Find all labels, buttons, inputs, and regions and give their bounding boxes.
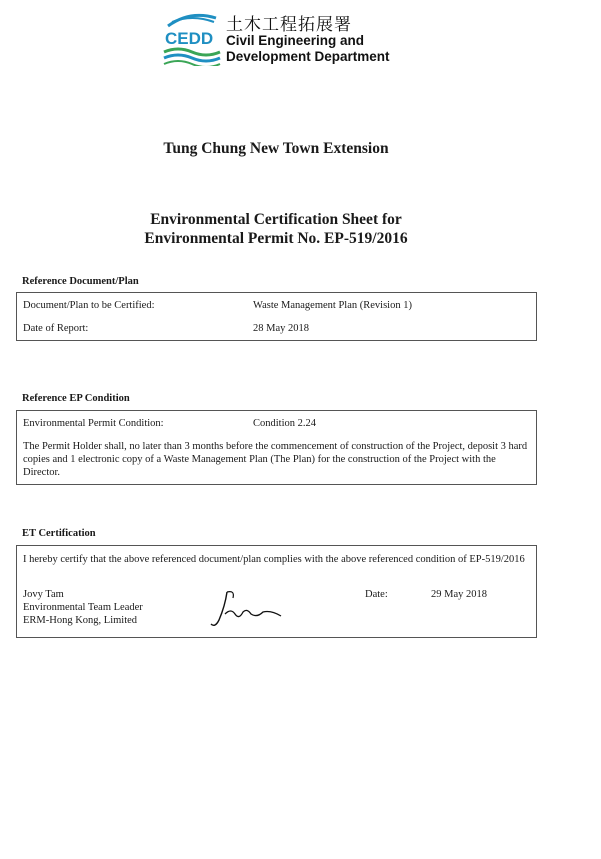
certifier-name: Jovy Tam xyxy=(23,589,64,600)
certifier-company: ERM-Hong Kong, Limited xyxy=(23,615,138,626)
date-of-report-value: 28 May 2018 xyxy=(253,323,309,334)
reference-document-heading: Reference Document/Plan xyxy=(22,276,139,287)
reference-document-box xyxy=(16,292,537,341)
document-value: Waste Management Plan (Revision 1) xyxy=(253,300,412,311)
ep-condition-value: Condition 2.24 xyxy=(253,418,317,429)
document-label: Document/Plan to be Certified: xyxy=(23,300,155,311)
et-certification-box xyxy=(16,545,537,638)
et-certification-heading: ET Certification xyxy=(22,528,96,539)
date-of-report-label: Date of Report: xyxy=(23,323,89,334)
sheet-title xyxy=(0,210,552,248)
project-title: Tung Chung New Town Extension xyxy=(163,140,389,157)
certification-statement: I hereby certify that the above referenced document/plan complies with the above referenced condition of EP-519/2016 xyxy=(23,554,525,565)
handwritten-signature-icon xyxy=(205,586,285,632)
certification-date-value: 29 May 2018 xyxy=(431,589,487,600)
reference-ep-heading: Reference EP Condition xyxy=(22,393,130,404)
logo-acronym: CEDD xyxy=(165,29,214,48)
ep-condition-label: Environmental Permit Condition: xyxy=(23,418,164,429)
certifier-title: Environmental Team Leader xyxy=(23,602,143,613)
cedd-logo xyxy=(160,8,400,68)
sheet-title-line2: Environmental Permit No. EP-519/2016 xyxy=(144,230,408,247)
ep-condition-text: The Permit Holder shall, no later than 3 months before the commencement of construction of the Project, deposit 3 hard copies and 1 electronic copy of a Waste Management Plan (The Plan) for the construction of the Project with the Director. xyxy=(23,441,528,478)
logo-chinese-name: 土木工程拓展署 xyxy=(226,15,352,35)
certification-date-label: Date: xyxy=(365,589,388,600)
logo-english-name-line2: Development Department xyxy=(226,49,390,64)
sheet-title-line1: Environmental Certification Sheet for xyxy=(150,211,402,228)
logo-english-name-line1: Civil Engineering and xyxy=(226,33,365,48)
reference-ep-box xyxy=(16,410,537,485)
